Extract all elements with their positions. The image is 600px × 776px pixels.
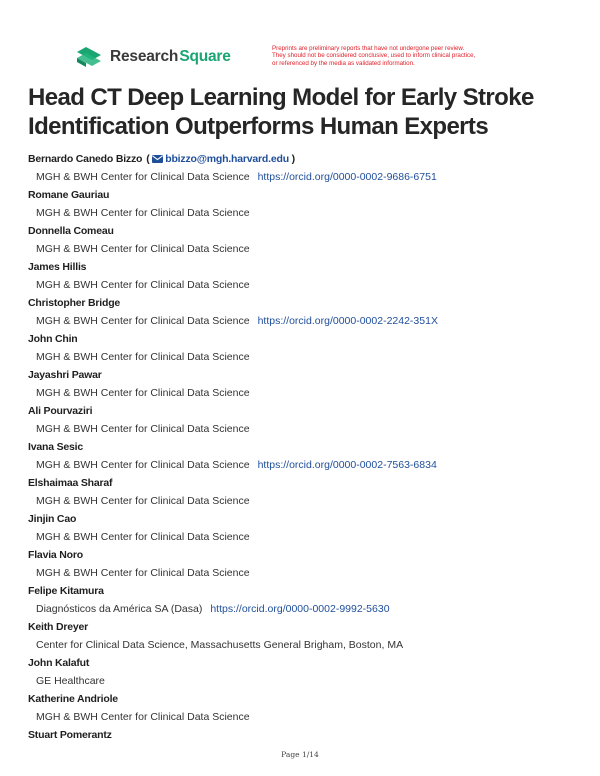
author-name: John Kalafut [28,657,90,669]
author-name: Bernardo Canedo Bizzo [28,153,143,165]
author-name-row [28,152,588,166]
author-affiliation-row [28,602,588,616]
author-affiliation: MGH & BWH Center for Clinical Data Science [36,207,250,219]
author-name: Jayashri Pawar [28,369,102,381]
author-affiliation: MGH & BWH Center for Clinical Data Science [36,279,250,291]
author-affiliation: MGH & BWH Center for Clinical Data Science [36,351,250,363]
corresponding-email-wrap: ( bbizzo@mgh.harvard.edu ) [146,153,295,165]
author-name: Katherine Andriole [28,693,118,705]
orcid-link[interactable]: https://orcid.org/0000-0002-9686-6751 [257,171,437,183]
author-affiliation: Center for Clinical Data Science, Massachusetts General Brigham, Boston, MA [36,639,404,651]
logo-text-research: Research [110,48,179,65]
author-affiliation: MGH & BWH Center for Clinical Data Science [36,711,250,723]
author-name: Stuart Pomerantz [28,729,112,741]
orcid-link[interactable]: https://orcid.org/0000-0002-9992-5630 [210,603,390,615]
author-entry [28,620,588,656]
author-affiliation: GE Healthcare [36,675,105,687]
author-name: Felipe Kitamura [28,585,104,597]
author-entry [28,152,588,188]
author-affiliation: MGH & BWH Center for Clinical Data Science [36,567,250,579]
author-name: Ivana Sesic [28,441,84,453]
research-square-logo-icon [76,46,102,68]
notice-line: They should not be considered conclusive, used to inform clinical practice, [272,52,476,60]
author-affiliation: MGH & BWH Center for Clinical Data Science [36,171,250,183]
author-entry [28,296,588,332]
orcid-link[interactable]: https://orcid.org/0000-0002-2242-351X [257,315,438,327]
corresponding-email-link[interactable]: bbizzo@mgh.harvard.edu [165,153,289,165]
notice-line: Preprints are preliminary reports that have not undergone peer review. [272,45,465,52]
author-name: Elshaimaa Sharaf [28,477,113,489]
author-list [28,152,588,764]
author-entry [28,656,588,692]
paper-title: Head CT Deep Learning Model for Early Stroke Identification Outperforms Human Experts [28,84,534,140]
author-name: John Chin [28,333,78,345]
author-affiliation: MGH & BWH Center for Clinical Data Science [36,243,250,255]
research-square-logo[interactable] [76,46,231,68]
page-number: Page 1/14 [281,750,319,759]
author-name: Keith Dreyer [28,621,89,633]
author-name: Donnella Comeau [28,225,114,237]
author-affiliation: Diagnósticos da América SA (Dasa) [36,603,203,615]
preprint-notice [272,45,522,67]
author-entry [28,548,588,584]
author-affiliation-row [28,458,588,472]
author-name: Flavia Noro [28,549,83,561]
author-entry [28,224,588,260]
author-name: James Hillis [28,261,87,273]
orcid-link[interactable]: https://orcid.org/0000-0002-7563-6834 [257,459,437,471]
author-entry [28,584,588,620]
author-entry [28,404,588,440]
author-affiliation-row [28,170,588,184]
author-name: Romane Gauriau [28,189,110,201]
author-entry [28,692,588,728]
author-entry [28,332,588,368]
author-entry [28,512,588,548]
author-entry [28,368,588,404]
page-header [0,0,600,80]
author-affiliation: MGH & BWH Center for Clinical Data Science [36,423,250,435]
author-affiliation: MGH & BWH Center for Clinical Data Science [36,387,250,399]
author-affiliation: MGH & BWH Center for Clinical Data Science [36,315,250,327]
envelope-icon [152,155,163,163]
notice-line: or referenced by the media as validated information. [272,59,415,67]
logo-text [110,48,231,66]
author-name: Christopher Bridge [28,297,121,309]
author-name: Ali Pourvaziri [28,405,93,417]
author-affiliation-row [28,314,588,328]
author-entry [28,476,588,512]
author-affiliation: MGH & BWH Center for Clinical Data Science [36,495,250,507]
author-entry [28,188,588,224]
author-entry [28,440,588,476]
author-name: Jinjin Cao [28,513,77,525]
author-affiliation: MGH & BWH Center for Clinical Data Science [36,459,250,471]
logo-text-square: Square [179,48,231,65]
author-affiliation: MGH & BWH Center for Clinical Data Science [36,531,250,543]
author-entry [28,260,588,296]
